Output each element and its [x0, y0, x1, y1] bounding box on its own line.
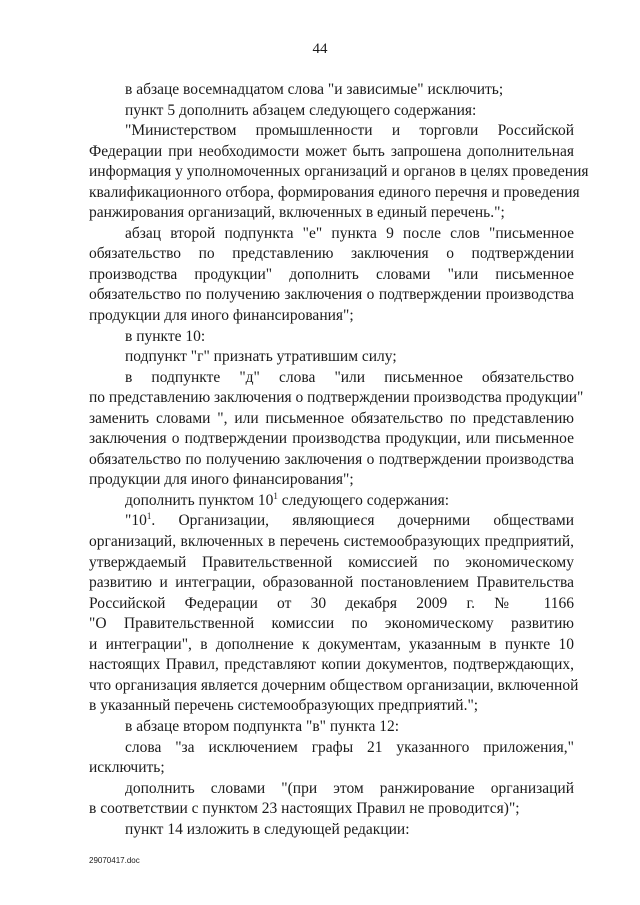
- page-number: 44: [312, 41, 328, 57]
- text-line: продукции для иного финансирования";: [89, 471, 354, 489]
- text-line: в соответствии с пунктом 23 настоящих Правил не проводится)";: [89, 800, 520, 818]
- text-line: Федерации при необходимости может быть запрошена дополнительная: [89, 142, 574, 160]
- superscript: 1: [146, 511, 152, 522]
- text-line: Российской Федерации от 30 декабря 2009 г. № 1166: [89, 594, 574, 612]
- text-line: организаций, включенных в перечень системообразующих предприятий,: [89, 533, 574, 551]
- text-run: . Организации, являющиеся дочерними обществами: [151, 512, 574, 530]
- paragraph-13: пункт 14 изложить в следующей редакции:: [125, 820, 410, 838]
- paragraph-9-quote: [89, 511, 579, 716]
- paragraph-1: в абзаце восемнадцатом слова "и зависимые" исключить;: [125, 81, 504, 98]
- text-line: заключения о подтверждении производства продукции, или письменное: [89, 430, 574, 448]
- text-line: обязательство по получению заключения о подтверждении производства: [89, 286, 574, 304]
- text-line: заменить словами ", или письменное обязательство по представлению: [89, 409, 574, 427]
- text-line: исключить;: [89, 759, 165, 777]
- paragraph-8: [89, 491, 574, 512]
- text-line: продукции для иного финансирования";: [89, 307, 354, 325]
- text-line: [89, 511, 574, 532]
- text-line: информация у уполномоченных организаций и органов в целях проведения: [89, 163, 589, 181]
- paragraph-2: пункт 5 дополнить абзацем следующего содержания:: [125, 101, 477, 119]
- text-line: что организация является дочерним обществом организации, включенной: [89, 676, 579, 694]
- paragraph-10: в абзаце втором подпункта "в" пункта 12:: [125, 717, 400, 735]
- text-line: квалификационного отбора, формирования единого перечня и проведения: [89, 183, 580, 201]
- text-line: настоящих Правил, представляют копии документов, подтверждающих,: [89, 656, 574, 674]
- document-body: [89, 80, 589, 840]
- paragraph-5: в пункте 10:: [125, 327, 206, 345]
- superscript: 1: [273, 490, 278, 501]
- text-run: "10: [125, 512, 147, 530]
- text-run: дополнить пунктом 10: [125, 491, 274, 509]
- text-line: "Министерством промышленности и торговли Российской: [125, 122, 574, 140]
- paragraph-3-quote: [89, 121, 589, 224]
- paragraph-4: [89, 224, 574, 327]
- text-line: в указанный перечень системообразующих предприятий.";: [89, 697, 479, 715]
- text-line: "О Правительственной комиссии по экономическому развитию: [89, 615, 574, 633]
- text-line: обязательство по представлению заключения о подтверждении: [89, 245, 574, 263]
- text-line: и интеграции", в дополнение к документам, указанным в пункте 10: [89, 635, 574, 653]
- paragraph-11: [89, 738, 574, 779]
- paragraph-6: подпункт "г" признать утратившим силу;: [125, 348, 397, 366]
- paragraph-12: [89, 779, 574, 820]
- text-line: дополнить словами "(при этом ранжирование организаций: [125, 779, 574, 797]
- text-line: ранжирования организаций, включенных в единый перечень.";: [89, 204, 505, 222]
- text-line: абзац второй подпункта "е" пункта 9 после слов "письменное: [125, 224, 574, 242]
- footer-filename: 29070417.doc: [89, 856, 140, 865]
- text-line: слова "за исключением графы 21 указанного приложения,": [125, 738, 574, 756]
- text-line: в подпункте "д" слова "или письменное обязательство: [125, 368, 574, 386]
- text-run: следующего содержания:: [277, 491, 450, 509]
- text-line: по представлению заключения о подтверждении производства продукции": [89, 389, 584, 407]
- text-line: развитию и интеграции, образованной постановлением Правительства: [89, 574, 574, 592]
- text-line: производства продукции" дополнить словами "или письменное: [89, 265, 574, 283]
- text-line: обязательство по получению заключения о подтверждении производства: [89, 450, 574, 468]
- paragraph-7: [89, 368, 584, 491]
- text-line: утверждаемый Правительственной комиссией по экономическому: [89, 553, 574, 571]
